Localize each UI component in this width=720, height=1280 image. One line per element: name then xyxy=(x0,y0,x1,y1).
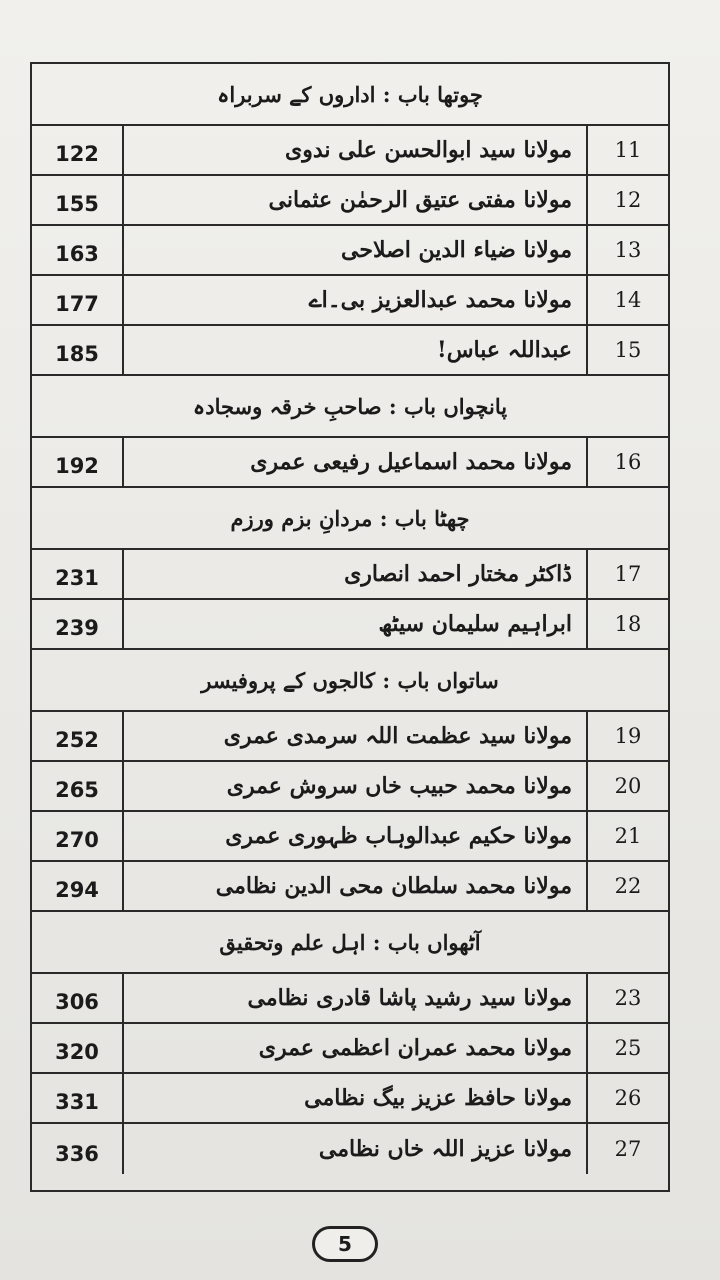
toc-entry xyxy=(32,812,668,862)
entry-page-number: 331 xyxy=(32,1074,124,1122)
toc-entry xyxy=(32,600,668,650)
entry-serial-number: 17 xyxy=(614,562,642,586)
entry-page-number: 231 xyxy=(32,550,124,598)
entry-page-number: 122 xyxy=(32,126,124,174)
toc-entry xyxy=(32,974,668,1024)
toc-entry xyxy=(32,126,668,176)
toc-entry xyxy=(32,762,668,812)
toc-entry xyxy=(32,712,668,762)
entry-page-number: 239 xyxy=(32,600,124,648)
chapter-title: چھٹا باب : مردانِ بزم ورزم xyxy=(230,505,470,531)
toc-entry xyxy=(32,862,668,912)
chapter-header xyxy=(32,650,668,712)
entry-title: مولانا حکیم عبدالوہاب ظہوری عمری xyxy=(124,812,588,860)
chapter-title: پانچواں باب : صاحبِ خرقہ وسجادہ xyxy=(192,393,508,419)
toc-entry xyxy=(32,276,668,326)
chapter-title: ساتواں باب : کالجوں کے پروفیسر xyxy=(201,667,499,693)
entry-serial-number: 15 xyxy=(614,338,642,362)
entry-serial-number: 16 xyxy=(614,450,642,474)
entry-page-number: 185 xyxy=(32,326,124,374)
entry-title: مولانا عزیز اللہ خاں نظامی xyxy=(124,1124,588,1174)
entry-page-number: 265 xyxy=(32,762,124,810)
entry-serial-number: 26 xyxy=(614,1086,642,1110)
entry-serial-number: 21 xyxy=(614,824,642,848)
toc-entry xyxy=(32,550,668,600)
page-number: 5 xyxy=(312,1226,378,1262)
entry-serial-number: 27 xyxy=(614,1137,642,1161)
entry-serial-number: 11 xyxy=(614,138,642,162)
entry-serial-number: 19 xyxy=(614,724,642,748)
entry-title: مولانا محمد عمران اعظمی عمری xyxy=(124,1024,588,1072)
table-of-contents xyxy=(30,62,670,1192)
entry-title: مولانا حافظ عزیز بیگ نظامی xyxy=(124,1074,588,1122)
entry-page-number: 155 xyxy=(32,176,124,224)
chapter-title: چوتھا باب : اداروں کے سربراہ xyxy=(217,81,483,107)
chapter-header xyxy=(32,376,668,438)
entry-page-number: 294 xyxy=(32,862,124,910)
chapter-header xyxy=(32,912,668,974)
entry-serial-number: 12 xyxy=(614,188,642,212)
entry-title: مولانا محمد سلطان محی الدین نظامی xyxy=(124,862,588,910)
entry-title: مولانا مفتی عتیق الرحمٰن عثمانی xyxy=(124,176,588,224)
entry-serial-number: 22 xyxy=(614,874,642,898)
toc-entry xyxy=(32,1074,668,1124)
entry-page-number: 163 xyxy=(32,226,124,274)
toc-entry xyxy=(32,176,668,226)
entry-title: مولانا سید رشید پاشا قادری نظامی xyxy=(124,974,588,1022)
entry-serial-number: 13 xyxy=(614,238,642,262)
entry-title: مولانا محمد اسماعیل رفیعی عمری xyxy=(124,438,588,486)
toc-entry xyxy=(32,1124,668,1174)
toc-entry xyxy=(32,226,668,276)
toc-entry xyxy=(32,438,668,488)
entry-serial-number: 18 xyxy=(614,612,642,636)
chapter-header xyxy=(32,64,668,126)
entry-page-number: 306 xyxy=(32,974,124,1022)
toc-entry xyxy=(32,326,668,376)
entry-page-number: 270 xyxy=(32,812,124,860)
chapter-title: آٹھواں باب : اہل علم وتحقیق xyxy=(219,929,481,955)
entry-title: مولانا سید ابوالحسن علی ندوی xyxy=(124,126,588,174)
entry-title: مولانا ضیاء الدین اصلاحی xyxy=(124,226,588,274)
entry-title: مولانا محمد عبدالعزیز بی۔اے xyxy=(124,276,588,324)
entry-serial-number: 23 xyxy=(614,986,642,1010)
entry-serial-number: 20 xyxy=(614,774,642,798)
chapter-header xyxy=(32,488,668,550)
entry-page-number: 192 xyxy=(32,438,124,486)
entry-serial-number: 14 xyxy=(614,288,642,312)
entry-page-number: 320 xyxy=(32,1024,124,1072)
entry-page-number: 336 xyxy=(32,1124,124,1174)
entry-serial-number: 25 xyxy=(614,1036,642,1060)
entry-page-number: 177 xyxy=(32,276,124,324)
entry-title: مولانا محمد حبیب خاں سروش عمری xyxy=(124,762,588,810)
entry-title: ابراہیم سلیمان سیٹھ xyxy=(124,600,588,648)
entry-page-number: 252 xyxy=(32,712,124,760)
entry-title: مولانا سید عظمت اللہ سرمدی عمری xyxy=(124,712,588,760)
entry-title: عبداللہ عباس! xyxy=(124,326,588,374)
toc-entry xyxy=(32,1024,668,1074)
entry-title: ڈاکٹر مختار احمد انصاری xyxy=(124,550,588,598)
